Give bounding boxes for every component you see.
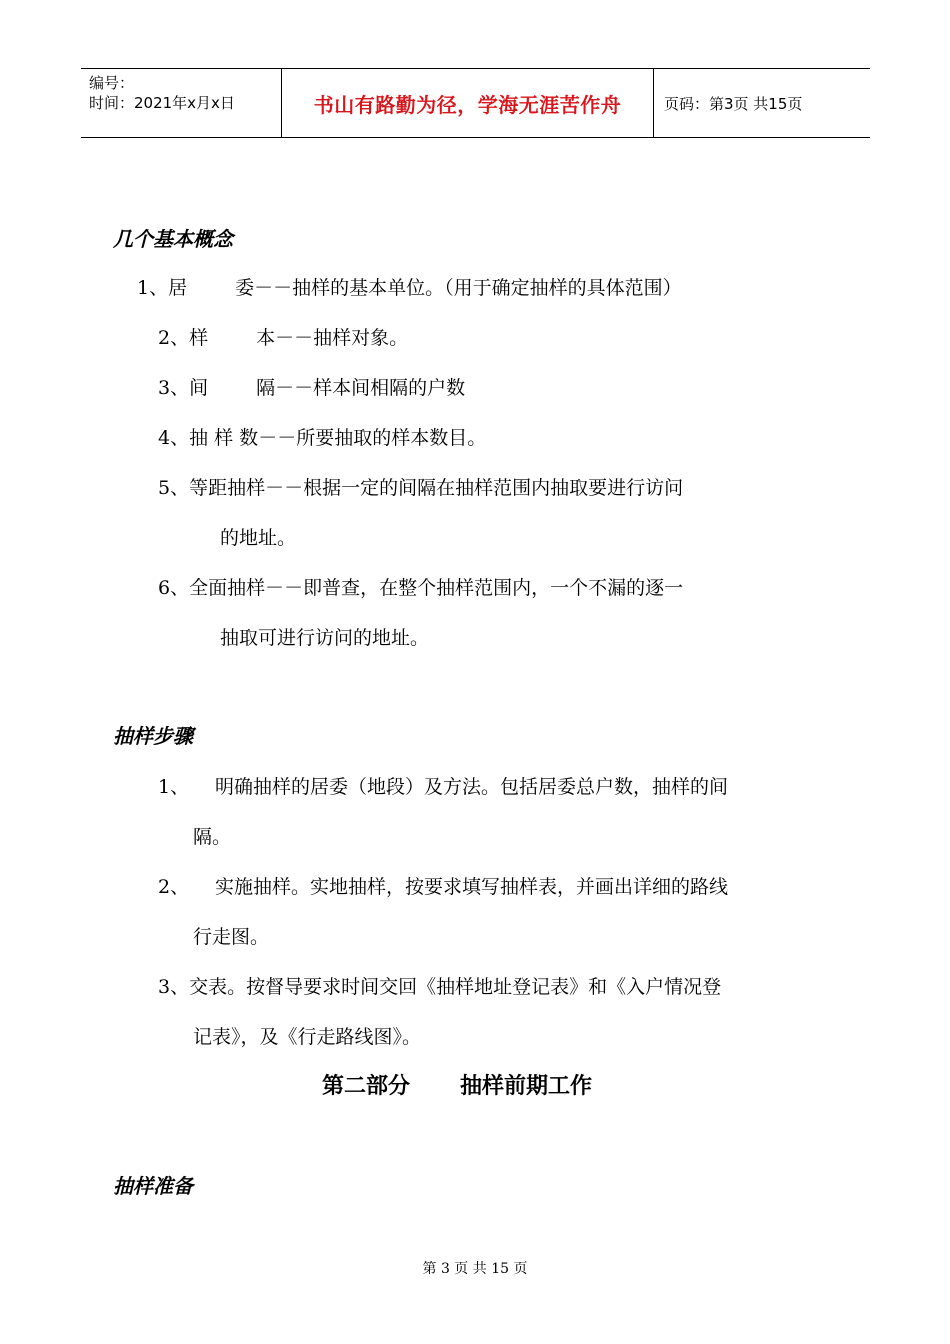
section-heading-steps: 抽样步骤 — [113, 724, 193, 748]
step-item-1-line1: 明确抽样的居委（地段）及方法。包括居委总户数，抽样的间 — [215, 776, 729, 798]
item-number: 1、 — [137, 277, 169, 299]
term: 全面抽样 — [189, 577, 266, 599]
concept-item-3 — [158, 373, 465, 400]
item-number: 3、 — [158, 377, 190, 399]
concept-item-6-cont: 抽取可进行访问的地址。 — [220, 627, 430, 649]
item-number: 5、 — [158, 477, 190, 499]
item-number: 3、 — [158, 976, 190, 998]
term-part: 隔 — [256, 377, 276, 399]
step-item-2-line1: 实施抽样。实地抽样，按要求填写抽样表，并画出详细的路线 — [215, 876, 729, 898]
item-number: 4、 — [158, 427, 190, 449]
header-motto-cell — [282, 69, 654, 137]
number-label: 编号： — [89, 74, 135, 92]
item-text: －－即普查，在整个抽样范围内，一个不漏的逐一 — [265, 577, 684, 599]
header-page-cell — [654, 69, 870, 137]
step-item-3-line2: 记表》，及《行走路线图》。 — [193, 1026, 422, 1048]
step-item-2-number: 2、 — [158, 876, 190, 898]
term: 抽 样 数 — [189, 427, 259, 449]
concept-item-2 — [158, 323, 408, 350]
concept-item-5 — [158, 473, 683, 500]
item-text: －－所要抽取的样本数目。 — [258, 427, 487, 449]
header-meta-cell — [81, 69, 282, 137]
term-part: 样 — [189, 327, 209, 349]
concept-item-4 — [158, 423, 486, 450]
term-part: 居 — [168, 277, 188, 299]
term-part: 本 — [256, 327, 276, 349]
concept-item-6 — [158, 573, 683, 600]
item-text: －－抽样的基本单位。（用于确定抽样的具体范围） — [254, 277, 682, 299]
section-heading-preparation: 抽样准备 — [113, 1174, 193, 1198]
item-text: －－样本间相隔的户数 — [275, 377, 466, 399]
term-part: 间 — [189, 377, 209, 399]
section-heading-concepts: 几个基本概念 — [113, 227, 233, 251]
step-item-3 — [158, 972, 721, 999]
page-footer: 第 3 页 共 15 页 — [422, 1261, 528, 1277]
part-label: 第二部分 — [322, 1074, 411, 1099]
item-number: 6、 — [158, 577, 190, 599]
part-title — [322, 1069, 592, 1100]
motto-text: 书山有路勤为径，学海无涯苦作舟 — [313, 92, 622, 117]
item-text: －－根据一定的间隔在抽样范围内抽取要进行访问 — [265, 477, 684, 499]
item-text: －－抽样对象。 — [275, 327, 409, 349]
step-item-2-line2: 行走图。 — [193, 926, 270, 948]
term-part: 委 — [235, 277, 255, 299]
part-name: 抽样前期工作 — [460, 1074, 593, 1099]
term: 等距抽样 — [189, 477, 266, 499]
item-number: 2、 — [158, 327, 190, 349]
item-text: 交表。按督导要求时间交回《抽样地址登记表》和《入户情况登 — [189, 976, 722, 998]
header-table — [81, 68, 870, 138]
concept-item-5-cont: 的地址。 — [220, 527, 297, 549]
time-label: 时间：2021年x月x日 — [89, 94, 235, 112]
step-item-1-number: 1、 — [158, 776, 190, 798]
page-label: 页码：第3页 共15页 — [664, 94, 803, 113]
step-item-1-line2: 隔。 — [193, 826, 232, 848]
concept-item-1 — [137, 273, 682, 300]
